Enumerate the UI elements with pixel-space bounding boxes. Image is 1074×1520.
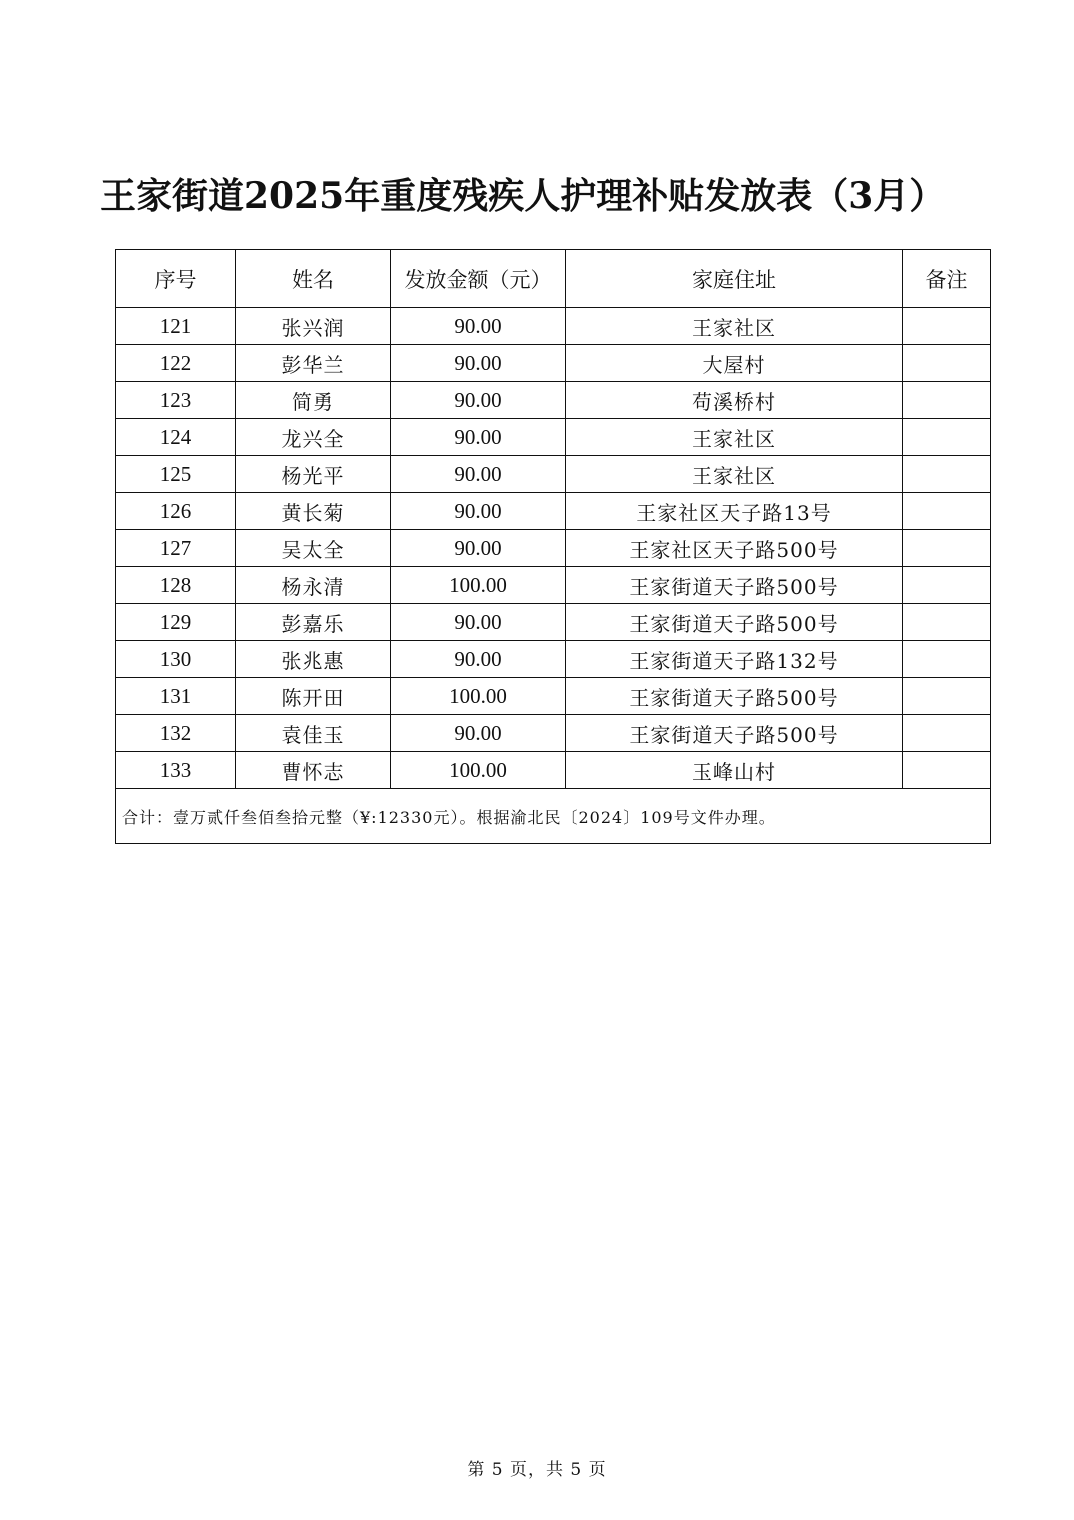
cell-seq: 121 <box>116 308 236 345</box>
cell-name: 彭嘉乐 <box>236 604 391 641</box>
cell-address: 苟溪桥村 <box>566 382 903 419</box>
cell-seq: 128 <box>116 567 236 604</box>
summary-text: 合计：壹万贰仟叁佰叁拾元整（¥:12330元）。根据渝北民〔2024〕109号文件办理。 <box>116 789 991 844</box>
cell-name: 袁佳玉 <box>236 715 391 752</box>
subsidy-table <box>115 249 991 844</box>
table-row <box>116 641 991 678</box>
cell-remark <box>903 530 991 567</box>
cell-address: 王家社区 <box>566 456 903 493</box>
header-name: 姓名 <box>236 250 391 308</box>
cell-amount: 90.00 <box>391 641 566 678</box>
cell-remark <box>903 641 991 678</box>
cell-name: 杨永清 <box>236 567 391 604</box>
cell-name: 曹怀志 <box>236 752 391 789</box>
table-row <box>116 308 991 345</box>
cell-seq: 131 <box>116 678 236 715</box>
cell-seq: 126 <box>116 493 236 530</box>
cell-remark <box>903 752 991 789</box>
cell-amount: 100.00 <box>391 567 566 604</box>
table-row <box>116 567 991 604</box>
cell-seq: 123 <box>116 382 236 419</box>
table-row <box>116 456 991 493</box>
table-body <box>116 308 991 789</box>
cell-seq: 129 <box>116 604 236 641</box>
cell-remark <box>903 419 991 456</box>
table-row <box>116 752 991 789</box>
cell-remark <box>903 604 991 641</box>
cell-remark <box>903 308 991 345</box>
cell-address: 王家社区 <box>566 419 903 456</box>
cell-seq: 122 <box>116 345 236 382</box>
table-header-row <box>116 250 991 308</box>
cell-amount: 90.00 <box>391 345 566 382</box>
table-row <box>116 530 991 567</box>
header-address: 家庭住址 <box>566 250 903 308</box>
cell-remark <box>903 493 991 530</box>
table-row <box>116 345 991 382</box>
table-row <box>116 604 991 641</box>
cell-name: 简勇 <box>236 382 391 419</box>
cell-amount: 90.00 <box>391 715 566 752</box>
cell-name: 张兴润 <box>236 308 391 345</box>
table-row <box>116 419 991 456</box>
cell-name: 龙兴全 <box>236 419 391 456</box>
cell-amount: 90.00 <box>391 493 566 530</box>
cell-address: 王家社区 <box>566 308 903 345</box>
cell-address: 玉峰山村 <box>566 752 903 789</box>
summary-row <box>116 789 991 844</box>
document-title: 王家街道2025年重度残疾人护理补贴发放表（3月） <box>100 175 946 217</box>
cell-name: 吴太全 <box>236 530 391 567</box>
cell-name: 陈开田 <box>236 678 391 715</box>
cell-remark <box>903 345 991 382</box>
header-seq: 序号 <box>116 250 236 308</box>
cell-amount: 90.00 <box>391 456 566 493</box>
cell-address: 大屋村 <box>566 345 903 382</box>
cell-name: 张兆惠 <box>236 641 391 678</box>
cell-amount: 90.00 <box>391 604 566 641</box>
cell-remark <box>903 456 991 493</box>
cell-seq: 125 <box>116 456 236 493</box>
cell-address: 王家街道天子路500号 <box>566 678 903 715</box>
cell-address: 王家社区天子路13号 <box>566 493 903 530</box>
table-row <box>116 382 991 419</box>
table-row <box>116 715 991 752</box>
cell-name: 黄长菊 <box>236 493 391 530</box>
cell-seq: 132 <box>116 715 236 752</box>
cell-seq: 133 <box>116 752 236 789</box>
cell-remark <box>903 678 991 715</box>
cell-address: 王家街道天子路500号 <box>566 567 903 604</box>
cell-name: 杨光平 <box>236 456 391 493</box>
cell-amount: 90.00 <box>391 530 566 567</box>
header-remark: 备注 <box>903 250 991 308</box>
table-row <box>116 493 991 530</box>
cell-address: 王家社区天子路500号 <box>566 530 903 567</box>
cell-seq: 130 <box>116 641 236 678</box>
header-amount: 发放金额（元） <box>391 250 566 308</box>
cell-address: 王家街道天子路500号 <box>566 715 903 752</box>
table-row <box>116 678 991 715</box>
cell-seq: 124 <box>116 419 236 456</box>
cell-amount: 100.00 <box>391 678 566 715</box>
cell-remark <box>903 567 991 604</box>
page-number: 第 5 页，共 5 页 <box>467 1460 607 1480</box>
cell-remark <box>903 715 991 752</box>
cell-amount: 90.00 <box>391 419 566 456</box>
cell-amount: 100.00 <box>391 752 566 789</box>
cell-amount: 90.00 <box>391 382 566 419</box>
cell-address: 王家街道天子路500号 <box>566 604 903 641</box>
cell-address: 王家街道天子路132号 <box>566 641 903 678</box>
cell-name: 彭华兰 <box>236 345 391 382</box>
cell-amount: 90.00 <box>391 308 566 345</box>
cell-remark <box>903 382 991 419</box>
cell-seq: 127 <box>116 530 236 567</box>
